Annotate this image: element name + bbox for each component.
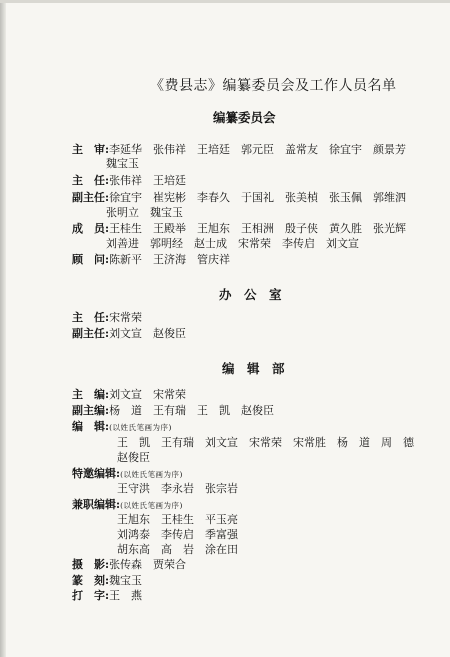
office-row-director <box>72 311 142 324</box>
row-label: 副主任: <box>72 191 110 204</box>
row-label: 主 任: <box>72 174 110 187</box>
page-title: 《费县志》编纂委员会及工作人员名单 <box>150 78 397 94</box>
row-names: 徐宜宇 崔宪彬 李春久 于国礼 张美楨 张玉佩 郭维泗 <box>109 191 407 204</box>
committee-row-chief-reviewer <box>72 143 406 156</box>
office-heading: 办 公 室 <box>219 287 282 302</box>
committee-row-advisors <box>72 253 230 266</box>
ordering-note: (以姓氏笔画为序) <box>120 470 183 479</box>
row-label: 主 任: <box>72 311 110 324</box>
editorial-row-seal-carving <box>72 574 142 587</box>
row-label: 篆 刻: <box>72 574 110 587</box>
committee-row-deputy-director <box>72 191 406 204</box>
row-names: 杨 道 王有瑞 王 凯 赵俊臣 <box>109 404 275 417</box>
row-label: 摄 影: <box>72 558 110 571</box>
row-label: 副主任: <box>72 327 110 340</box>
editorial-row-parttime-editors-cont2: 刘鸿泰 李传启 季富强 <box>117 528 238 541</box>
editorial-row-parttime-editors <box>72 498 183 512</box>
row-label: 副主编: <box>72 404 110 417</box>
editorial-row-editors <box>72 420 172 434</box>
editorial-row-parttime-editors-cont3: 胡东高 高 岩 涂在田 <box>117 543 238 556</box>
committee-row-members-cont: 刘善进 郭明经 赵士成 宋常荣 李传启 刘文宣 <box>106 237 359 250</box>
ordering-note: (以姓氏笔画为序) <box>109 423 172 432</box>
row-label: 特邀编辑: <box>72 467 121 480</box>
row-names: 王 燕 <box>109 589 143 602</box>
editorial-row-parttime-editors-cont: 王旭东 王桂生 平玉亮 <box>117 513 238 526</box>
row-label: 兼职编辑: <box>72 498 121 511</box>
row-label: 成 员: <box>72 222 110 235</box>
row-names: 王桂生 王殿举 王旭东 王相洲 殷子侠 黄久胜 张光辉 <box>109 222 407 235</box>
editorial-row-photography <box>72 558 186 571</box>
ordering-note: (以姓氏笔画为序) <box>120 501 183 510</box>
editorial-row-chief-editor <box>72 388 186 401</box>
editorial-row-guest-editors <box>72 467 183 481</box>
editorial-heading: 编 辑 部 <box>222 361 285 376</box>
editorial-row-typing <box>72 589 142 602</box>
row-names: 张传森 贾荣合 <box>109 558 187 571</box>
row-label: 主 编: <box>72 388 110 401</box>
row-label: 编 辑: <box>72 420 110 433</box>
row-label: 打 字: <box>72 589 110 602</box>
editorial-row-deputy-chief-editor <box>72 404 274 417</box>
committee-row-deputy-director-cont: 张明立 魏宝玉 <box>106 206 183 219</box>
row-label: 主 审: <box>72 143 110 156</box>
row-names: 李延华 张伟祥 王培廷 郭元臣 盖常友 徐宜宇 颜景芳 <box>109 143 407 156</box>
row-names: 陈新平 王济海 管庆祥 <box>109 253 231 266</box>
committee-heading: 编纂委员会 <box>213 110 276 125</box>
scan-edge-left <box>0 0 6 657</box>
editorial-row-editors-cont: 王 凯 王有瑞 刘文宣 宋常荣 宋常胜 杨 道 周 德 <box>117 436 414 449</box>
office-row-deputy-director <box>72 327 186 340</box>
row-label: 顾 问: <box>72 253 110 266</box>
committee-row-director <box>72 174 186 187</box>
row-names: 张伟祥 王培廷 <box>109 174 187 187</box>
row-names: 刘文宣 赵俊臣 <box>109 327 187 340</box>
row-names: 魏宝玉 <box>109 574 143 587</box>
row-names: 刘文宣 宋常荣 <box>109 388 187 401</box>
row-names: 宋常荣 <box>109 311 143 324</box>
scan-edge-top <box>0 0 450 3</box>
committee-row-chief-reviewer-cont: 魏宝玉 <box>106 157 139 170</box>
editorial-row-guest-editors-cont: 王守洪 李永岩 张宗岩 <box>117 482 238 495</box>
editorial-row-editors-cont2: 赵俊臣 <box>117 451 150 464</box>
committee-row-members <box>72 222 406 235</box>
